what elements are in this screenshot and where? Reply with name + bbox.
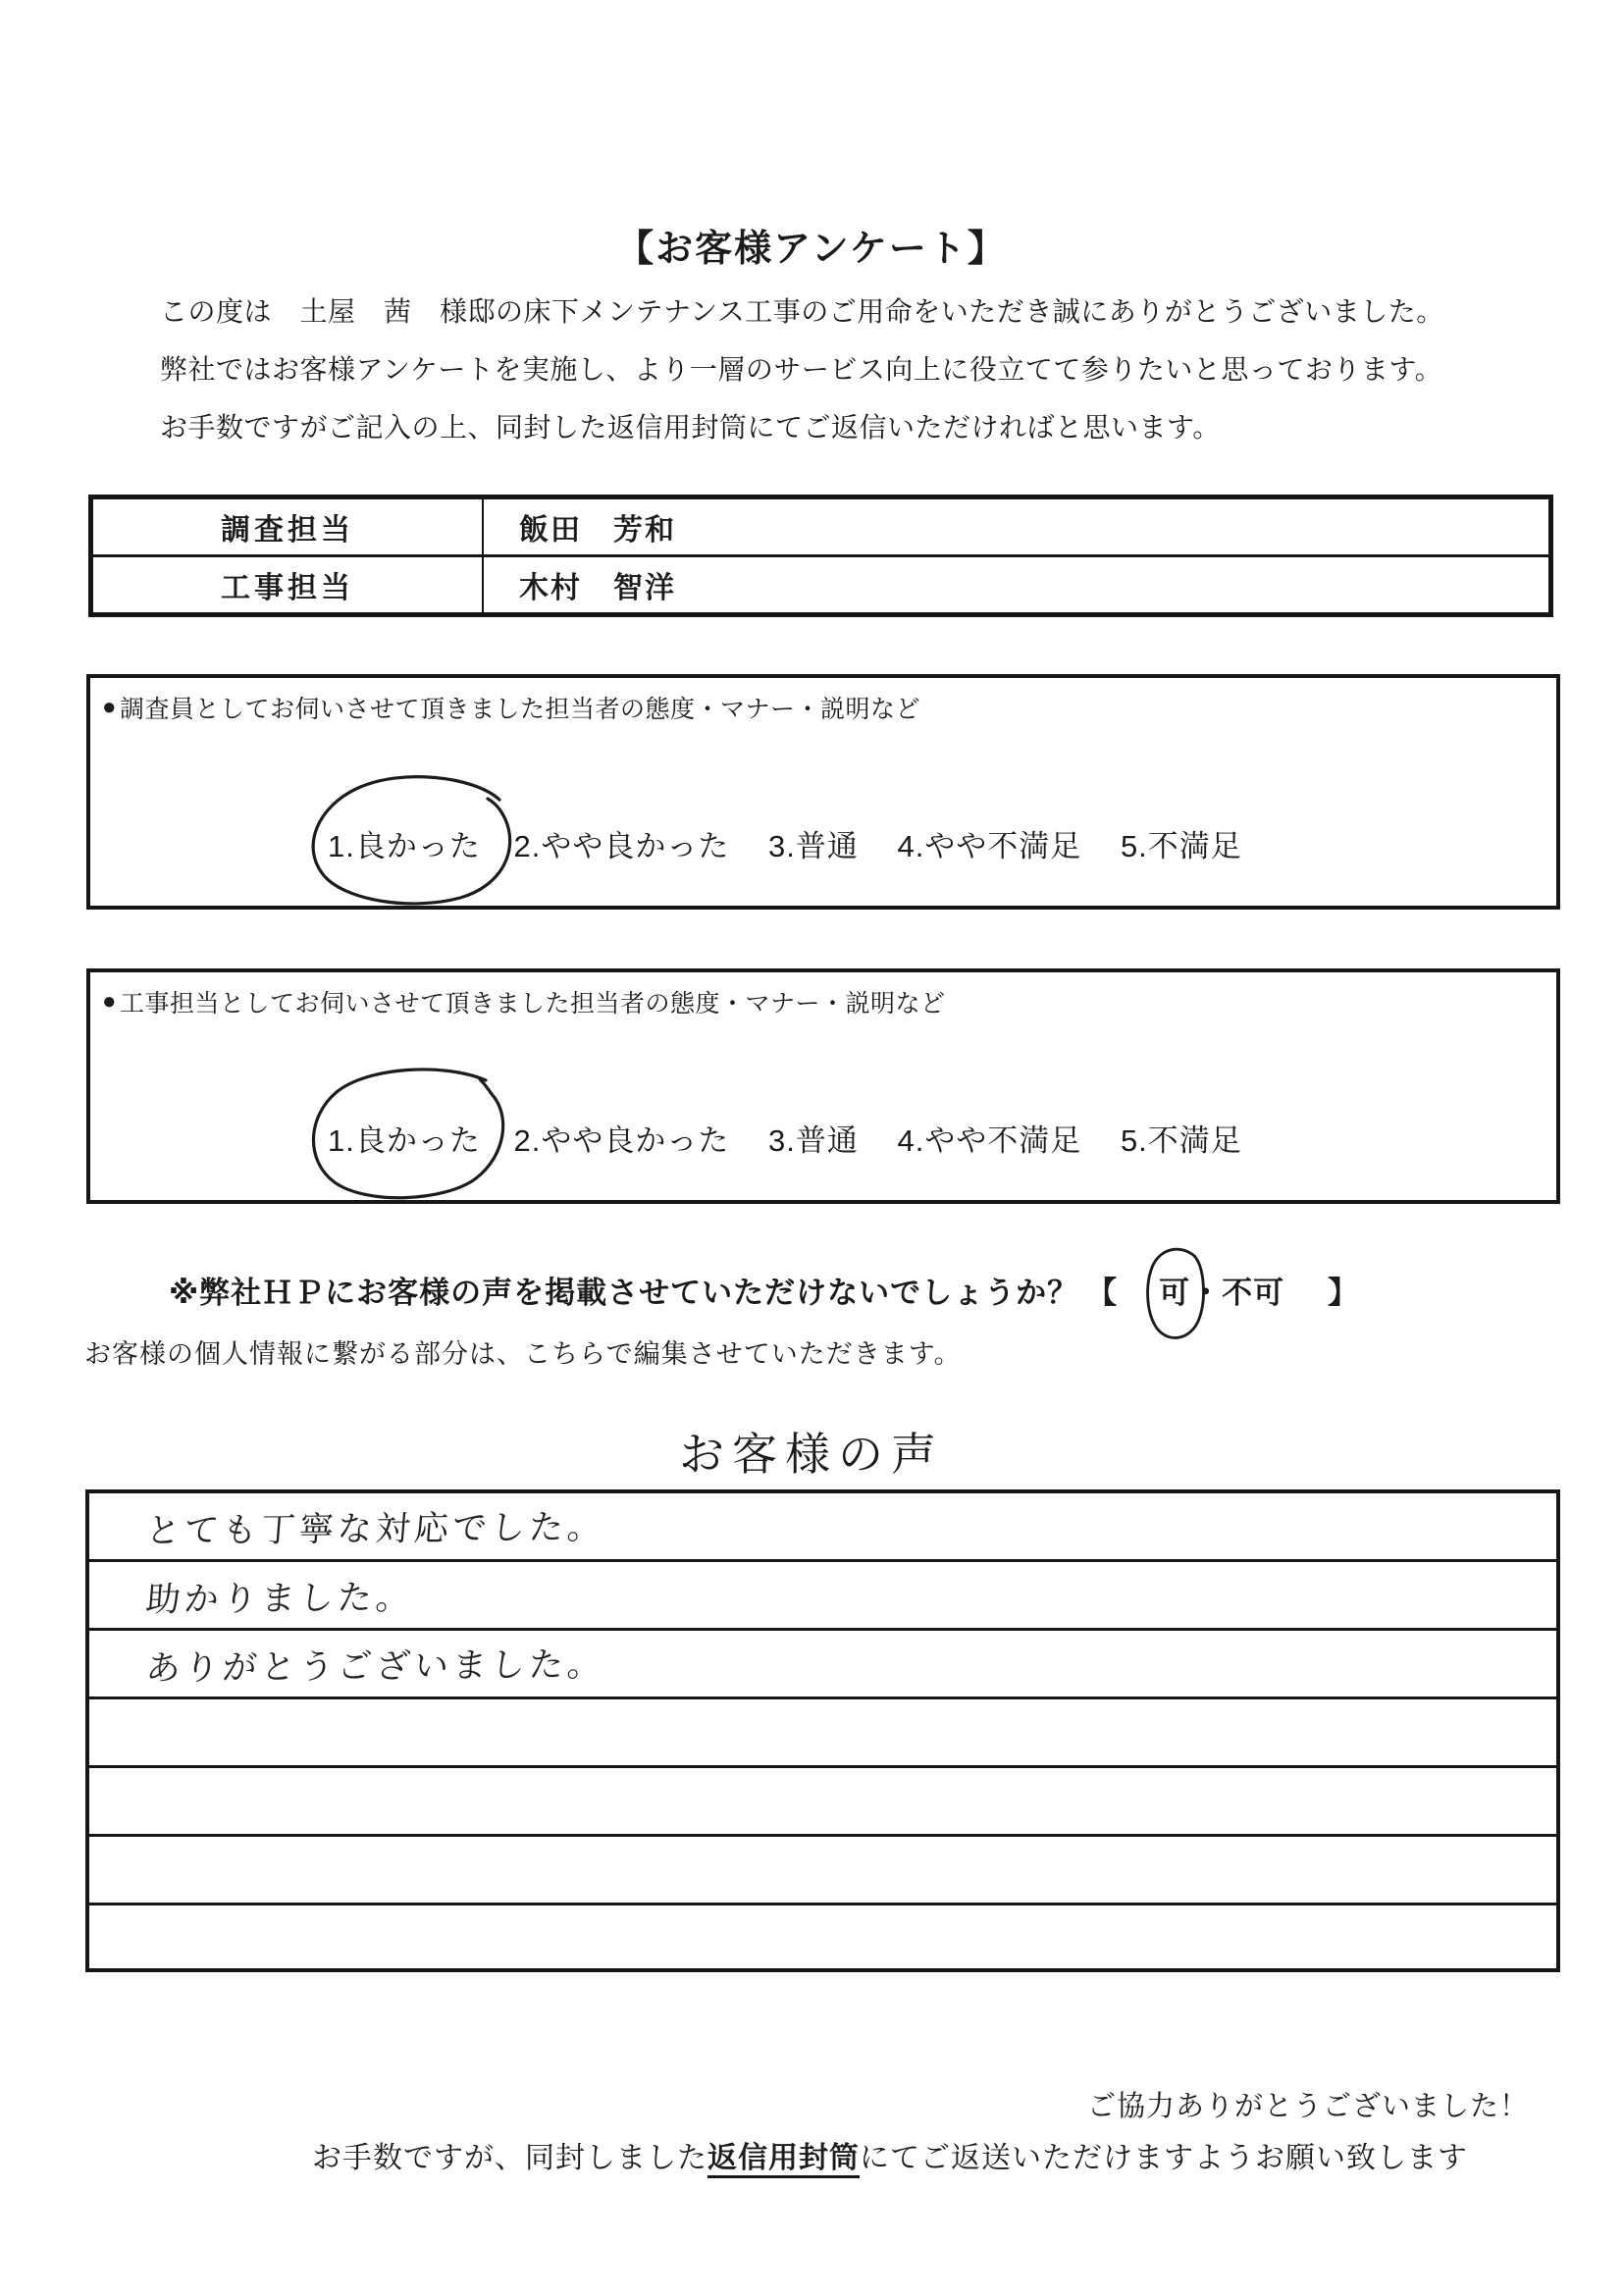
intro-line-3: お手数ですがご記入の上、同封した返信用封筒にてご返信いただければと思います。 — [160, 412, 1221, 443]
footer-thanks-text: ご協力ありがとうございました！ — [1086, 2091, 1529, 2122]
staff-role-label: 工事担当 — [93, 557, 484, 612]
voice-line-row — [89, 1905, 1556, 1968]
question-heading — [102, 690, 920, 725]
voice-line-row — [89, 1837, 1556, 1905]
footer-request-prefix: お手数ですが、同封しました — [312, 2142, 707, 2174]
bullet-icon: ● — [102, 694, 117, 720]
voice-section-title: お客様の声 — [679, 1429, 944, 1480]
option-separator: ・ — [1190, 1276, 1223, 1310]
voice-line-row — [89, 1699, 1556, 1768]
voice-line-row — [89, 1493, 1556, 1562]
intro-line-2: 弊社ではお客様アンケートを実施し、より一層のサービス向上に役立てて参りたいと思っております。 — [160, 354, 1443, 385]
bullet-icon: ● — [102, 988, 117, 1015]
bracket-open: 【 — [1086, 1276, 1119, 1310]
question-heading-text: 工事担当としてお伺いさせて頂きました担当者の態度・マナー・説明など — [120, 990, 946, 1018]
hp-permission-question — [169, 1268, 1359, 1312]
handwritten-comment: ありがとうございました。 — [144, 1644, 607, 1690]
option-somewhat-unsatisfied: 4.やや不満足 — [897, 1123, 1082, 1158]
option-somewhat-unsatisfied: 4.やや不満足 — [897, 829, 1082, 863]
table-row-constructor — [93, 557, 1548, 612]
handwritten-comment: 助かりました。 — [144, 1578, 416, 1621]
option-unsatisfied: 5.不満足 — [1120, 1123, 1242, 1158]
option-somewhat-good: 2.やや良かった — [513, 829, 730, 863]
option-somewhat-good: 2.やや良かった — [513, 1123, 730, 1158]
question-box-constructor — [86, 968, 1560, 1204]
option-label: 1.良かった — [328, 829, 481, 863]
option-label: 1.良かった — [328, 1123, 481, 1158]
intro-line-1: この度は 土屋 茜 様邸の床下メンテナンス工事のご用命をいただき誠にありがとうございました。 — [160, 296, 1444, 327]
voice-line-row — [89, 1631, 1556, 1699]
option-normal: 3.普通 — [767, 1123, 859, 1158]
staff-name-value: 飯田 芳和 — [519, 514, 676, 547]
footer-request-suffix: にてご返送いただけますようお願い致します — [860, 2142, 1468, 2174]
option-deny-label: 不可 — [1222, 1276, 1285, 1310]
option-good-selected — [328, 1116, 481, 1160]
table-row-surveyor — [93, 499, 1548, 557]
page-title: 【お客様アンケート】 — [616, 229, 1007, 270]
voice-line-row — [89, 1562, 1556, 1631]
option-normal: 3.普通 — [767, 829, 859, 863]
intro-paragraph — [160, 283, 1444, 456]
bracket-close: 】 — [1328, 1276, 1360, 1310]
customer-voice-box — [85, 1489, 1560, 1972]
question-heading — [102, 984, 946, 1019]
voice-line-row — [89, 1768, 1556, 1837]
question-box-surveyor — [86, 674, 1560, 910]
staff-role-label: 調査担当 — [93, 499, 484, 554]
footer-request-text — [312, 2133, 1468, 2176]
option-good-selected — [328, 821, 481, 865]
hp-permission-note: お客様の個人情報に繋がる部分は、こちらで編集させていただきます。 — [84, 1339, 962, 1369]
answer-options-row — [328, 821, 1272, 865]
staff-name-value: 木村 智洋 — [519, 572, 676, 604]
option-unsatisfied: 5.不満足 — [1120, 829, 1242, 863]
option-allow-selected — [1159, 1268, 1190, 1312]
reply-envelope-emphasis: 返信用封筒 — [707, 2142, 860, 2178]
handwritten-comment: とても丁寧な対応でした。 — [144, 1507, 607, 1552]
answer-options-row — [328, 1116, 1272, 1160]
option-allow-label: 可 — [1159, 1276, 1191, 1310]
hp-question-text: ※弊社ＨＰにお客様の声を掲載させていただけないでしょうか？ — [169, 1276, 1079, 1310]
question-heading-text: 調査員としてお伺いさせて頂きました担当者の態度・マナー・説明など — [120, 696, 921, 723]
staff-table — [88, 495, 1553, 617]
